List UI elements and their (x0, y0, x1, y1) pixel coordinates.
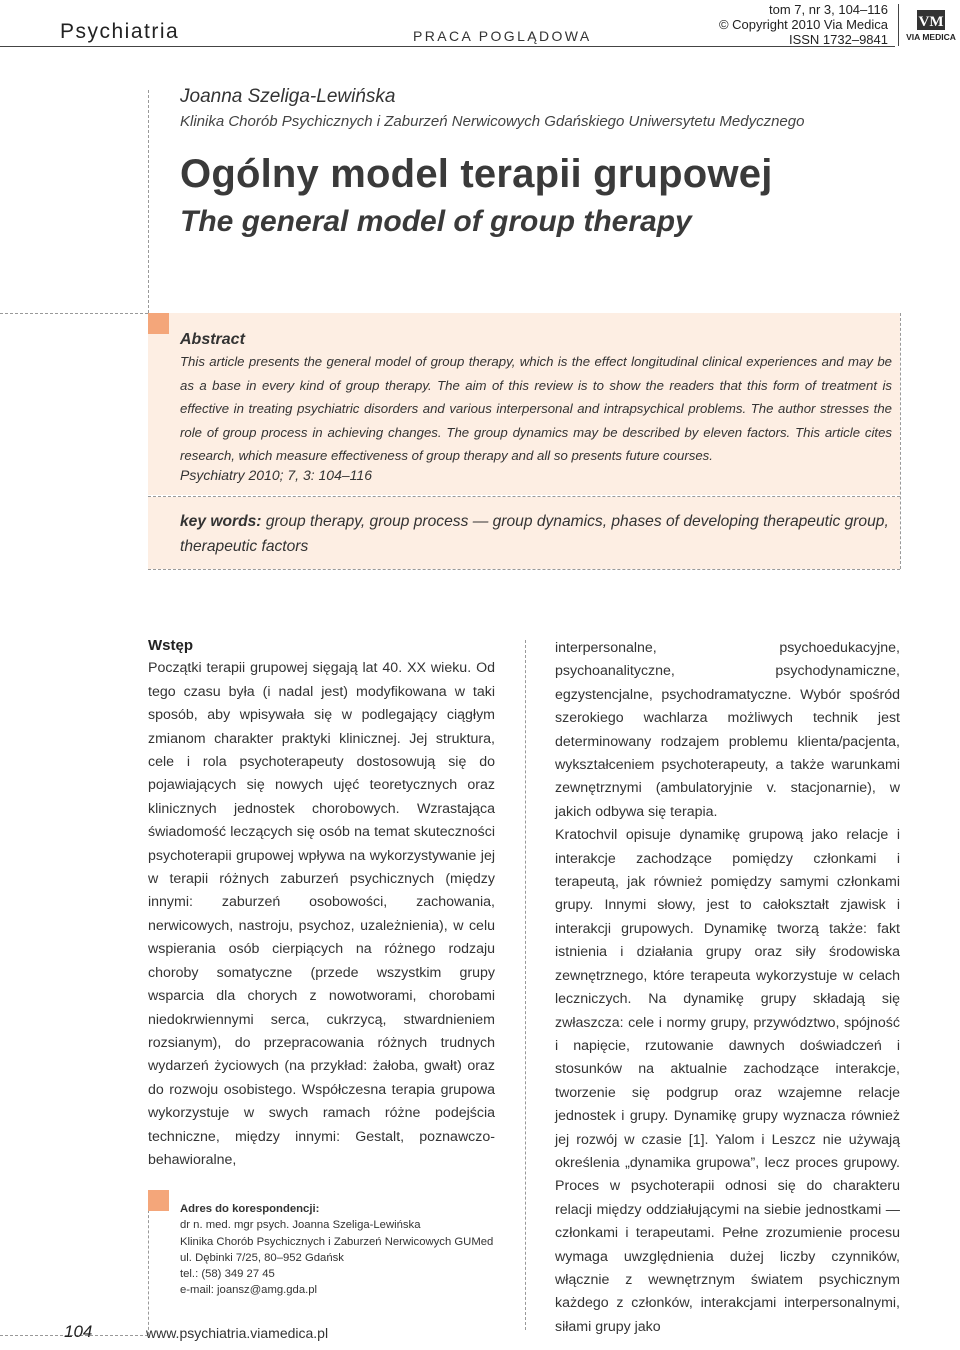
body-left-column (148, 634, 495, 1172)
author-affiliation: Klinika Chorób Psychicznych i Zaburzeń Nerwicowych Gdańskiego Uniwersytetu Medycznego (180, 113, 805, 130)
correspondence-heading: Adres do korespondencji: (180, 1203, 320, 1215)
correspondence-marker (148, 1190, 169, 1211)
frame-line (148, 1210, 149, 1335)
frame-line (0, 313, 148, 314)
correspondence-street: ul. Dębinki 7/25, 80–952 Gdańsk (180, 1251, 344, 1264)
frame-line (148, 90, 149, 313)
correspondence-email[interactable]: e-mail: joansz@amg.gda.pl (180, 1284, 318, 1297)
abstract-heading: Abstract (180, 331, 245, 348)
body-right-column (555, 637, 900, 1339)
section-heading-intro: Wstęp (148, 637, 193, 654)
abstract-marker (148, 313, 169, 334)
page-number: 104 (64, 1322, 93, 1341)
journal-name: Psychiatria (60, 20, 180, 43)
keywords-text: group therapy, group process — group dynamics, phases of developing therapeutic group, therapeutic factors (180, 513, 889, 555)
correspondence-name: dr n. med. mgr psych. Joanna Szeliga-Lewińska (180, 1219, 421, 1232)
correspondence-phone: tel.: (58) 349 27 45 (180, 1268, 275, 1281)
journal-website-link[interactable]: www.psychiatria.viamedica.pl (146, 1325, 329, 1341)
column-divider (525, 640, 526, 1330)
abstract-citation: Psychiatry 2010; 7, 3: 104–116 (180, 467, 372, 483)
publication-meta (690, 2, 888, 47)
body-paragraph: Kratochvil opisuje dynamikę grupową jako relacje i interakcje zachodzące pomiędzy członkami i terapeutą, jak również pomiędzy samymi członkami grupy. Innymi słowy, jest to całokształt zjawisk i interakcji grupowych. Dynamikę tworzą także: fakt istnienia i działania grupy oraz siły środowiska zewnętrznego, które terapeuta wykorzystuje w celach leczniczych. Na dynamikę grupy składają się zwłaszcza: cele i normy grupy, przywództwo, spójność i napięcie, rzutowanie dawnych doświadczeń i stosunków na aktualnie zachodzące interakcje, tworzenie się podgrup oraz wzajemne relacje jednostek i grupy. Dynamikę grupy wyznacza również jej rozwój w czasie [1]. Yalom i Leszcz nie używają określenia „dynamika grupowa”, lecz proces grupowy. Proces w psychoterapii odnosi się do charakteru relacji między oddziałującymi na siebie jednostkami — członkami i terapeutami. Pełne zrozumienie procesu wymaga uwzględnienia dużej liczby czynników, włącznie z wewnętrznym światem psychicznym każdego z członków, interakcjami interpersonalnymi, siłami grupy jako (555, 827, 900, 1335)
via-medica-logo-icon (904, 8, 958, 44)
keywords-label: key words: (180, 513, 262, 530)
body-paragraph: interpersonalne, psychoedukacyjne, psychoanalityczne, psychodynamiczne, egzystencjalne, psychodramatyczne. Wybór spośród szerokiego wachlarza możliwych technik jest determinowany rodzajem problemu klienta/pacjenta, wykształceniem psychoterapeuty, a także warunkami zewnętrznymi (ambulatoryjnie v. stacjonarnie), w jakich odbywa się terapia. (555, 640, 900, 820)
correspondence-institution: Klinika Chorób Psychicznych i Zaburzeń Nerwicowych GUMed (180, 1235, 494, 1248)
body-paragraph: Początki terapii grupowej sięgają lat 40. XX wieku. Od tego czasu była (i nadal jest) modyfikowana w taki sposób, aby wpisywała się w podlegający ciągłym zmianom charakter praktyki klinicznej. Jej struktura, cele i rola psychoterapeuty dostosowują się do pojawiających się nowych ujęć teoretycznych oraz klinicznych jednostek chorobowych. Wzrastająca świadomość leczących się osób na temat skuteczności psychoterapii grupowej wpływa na wykorzystywanie jej w terapii różnych zaburzeń psychicznych (między innymi: zaburzeń osobowości, zachowania, nerwicowych, nastroju, psychoz, uzależnienia), w celu wspierania osób cierpiących na różnego rodzaju choroby somatyczne (przede wszystkim grupy wsparcia dla chorych z nowotworami, chorobami niedokrwiennymi serca, cukrzycą, stwardnieniem rozsianym), do przepracowania różnych trudnych wydarzeń życiowych (na przykład: żałoba, gwałt) oraz do rozwoju osobistego. Współczesna terapia grupowa wykorzystuje w swych ramach różne podejścia techniczne, między innymi: Gestalt, poznawczo-behawioralne, (148, 660, 495, 1168)
author-name: Joanna Szeliga-Lewińska (180, 86, 396, 107)
header-rule (0, 46, 895, 47)
header-divider (898, 4, 899, 46)
section-label: PRACA POGLĄDOWA (413, 28, 592, 44)
correspondence-block (180, 1201, 500, 1299)
issn-info: ISSN 1732–9841 (788, 32, 888, 47)
frame-line (900, 313, 901, 569)
article-title-polish: Ogólny model terapii grupowej (180, 152, 773, 196)
volume-info: tom 7, nr 3, 104–116 (768, 2, 888, 17)
frame-line (148, 569, 900, 570)
copyright-info: © Copyright 2010 Via Medica (718, 17, 888, 32)
logo-monogram: VM (918, 14, 944, 30)
keywords (180, 509, 898, 559)
logo-text: VIA MEDICA (906, 32, 956, 42)
article-title-english: The general model of group therapy (180, 205, 692, 238)
abstract-text: This article presents the general model of group therapy, which is the effect longitudinal clinical experiences and may be as a base in every kind of group therapy. The aim of this review is to show the readers that this form of treatment is effective in treating psychiatric disorders and various interpersonal and intrapsychical problems. The author stresses the role of group process in achieving changes. The group dynamics may be described by eleven factors. This article cites research, which measure effectiveness of group therapy and all so presents future courses. (180, 354, 892, 463)
